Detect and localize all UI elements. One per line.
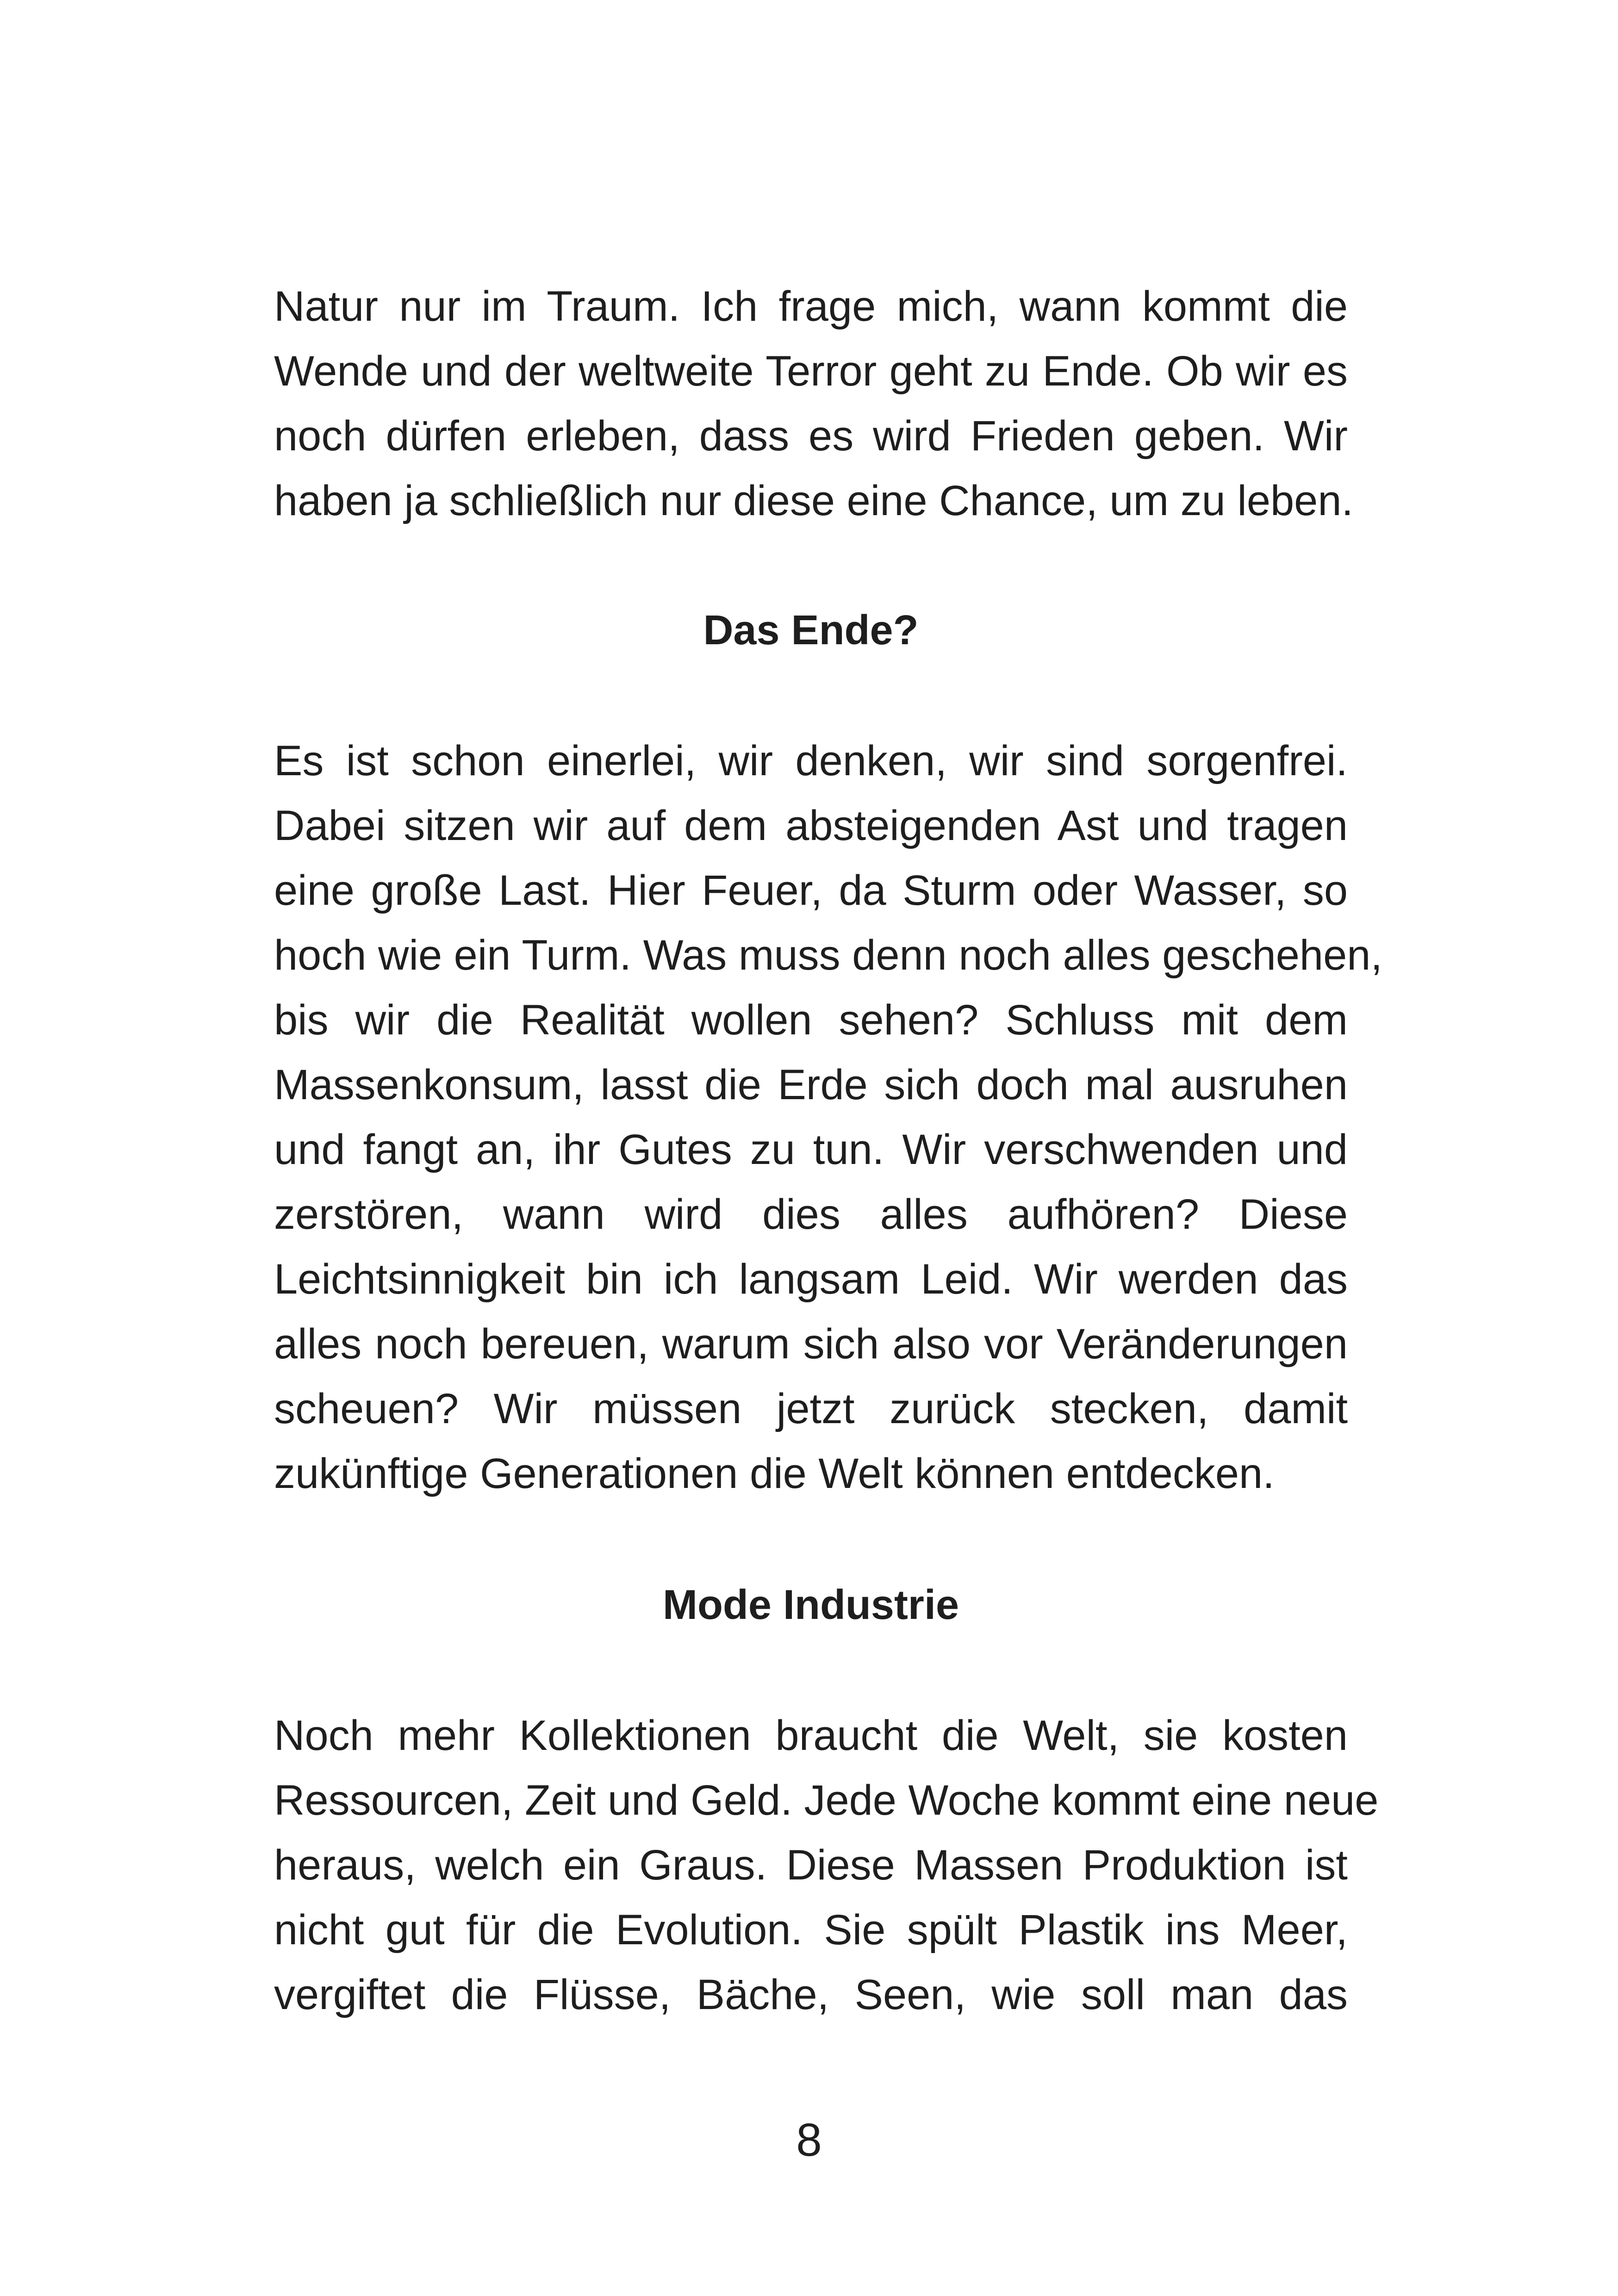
text-line: Es ist schon einerlei, wir denken, wir sind sorgenfrei. bbox=[274, 737, 1348, 784]
text-line: nicht gut für die Evolution. Sie spült Plastik ins Meer, bbox=[274, 1906, 1348, 1954]
text-line: Massenkonsum, lasst die Erde sich doch mal ausruhen bbox=[274, 1061, 1348, 1108]
text-line: Wende und der weltweite Terror geht zu Ende. Ob wir es bbox=[274, 348, 1348, 395]
text-line: zukünftige Generationen die Welt können entdecken. bbox=[274, 1450, 1275, 1497]
text-line: und fangt an, ihr Gutes zu tun. Wir verschwenden und bbox=[274, 1126, 1348, 1173]
text-line: Noch mehr Kollektionen braucht die Welt, sie kosten bbox=[274, 1712, 1348, 1759]
text-line: Natur nur im Traum. Ich frage mich, wann kommt die bbox=[274, 283, 1348, 330]
text-line: scheuen? Wir müssen jetzt zurück stecken, damit bbox=[274, 1385, 1348, 1432]
page-number: 8 bbox=[796, 2114, 822, 2166]
text-line: bis wir die Realität wollen sehen? Schluss mit dem bbox=[274, 996, 1348, 1044]
text-line: alles noch bereuen, warum sich also vor Veränderungen bbox=[274, 1320, 1348, 1368]
text-line: Dabei sitzen wir auf dem absteigenden Ast und tragen bbox=[274, 802, 1348, 849]
text-line: vergiftet die Flüsse, Bäche, Seen, wie soll man das bbox=[274, 1971, 1348, 2018]
text-line: hoch wie ein Turm. Was muss denn noch alles geschehen, bbox=[274, 932, 1382, 979]
paragraph-das-ende bbox=[274, 728, 1382, 1506]
text-line: noch dürfen erleben, dass es wird Frieden geben. Wir bbox=[274, 412, 1348, 460]
text-line: Ressourcen, Zeit und Geld. Jede Woche kommt eine neue bbox=[274, 1777, 1379, 1824]
text-line: Leichtsinnigkeit bin ich langsam Leid. Wir werden das bbox=[274, 1256, 1348, 1303]
text-line: eine große Last. Hier Feuer, da Sturm oder Wasser, so bbox=[274, 867, 1348, 914]
paragraph-mode-industrie bbox=[274, 1703, 1379, 2027]
text-line: zerstören, wann wird dies alles aufhören? Diese bbox=[274, 1191, 1348, 1238]
text-line: haben ja schließlich nur diese eine Chance, um zu leben. bbox=[274, 477, 1354, 524]
text-line: heraus, welch ein Graus. Diese Massen Produktion ist bbox=[274, 1842, 1348, 1889]
paragraph-continued bbox=[274, 274, 1354, 533]
section-heading-mode-industrie: Mode Industrie bbox=[662, 1582, 959, 1628]
section-heading-das-ende: Das Ende? bbox=[703, 607, 919, 653]
